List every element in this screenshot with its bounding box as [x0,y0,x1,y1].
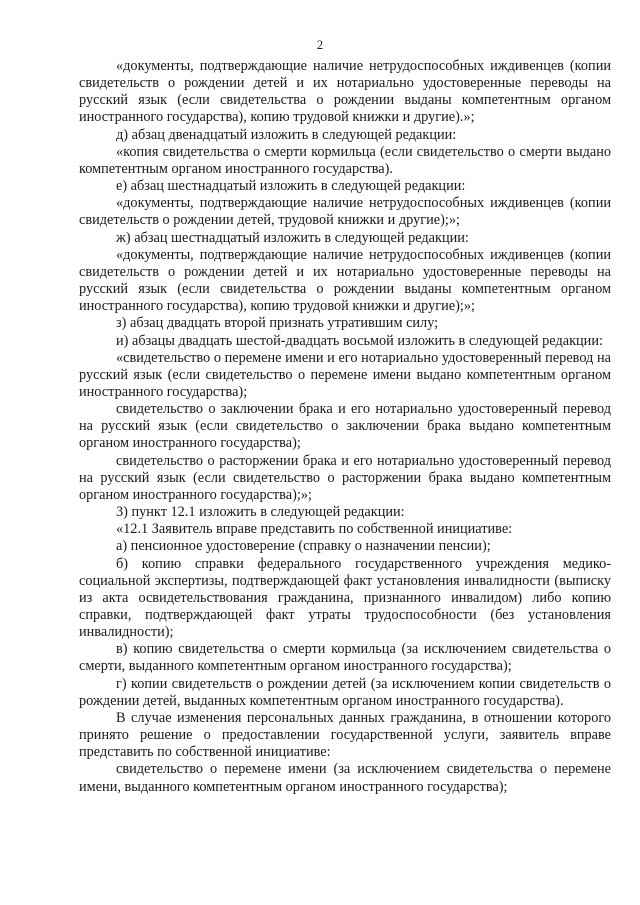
paragraph-divorce-certificate: свидетельство о расторжении брака и его нотариально удостоверенный перевод на русский язык (если свидетельство о расторжении брака выдано компетентным органом иностранного государства);»; [79,452,611,503]
paragraph-dependents-docs-short: «документы, подтверждающие наличие нетрудоспособных иждивенцев (копии свидетельств о рождении детей, трудовой книжки и другие);»; [79,195,611,229]
paragraph-name-change-exception: свидетельство о перемене имени (за исключением свидетельства о перемене имени, выданного компетентным органом иностранного государства); [79,761,611,795]
paragraph-subitem-v: в) копию свидетельства о смерти кормильца (за исключением свидетельства о смерти, выданного компетентным органом иностранного государства); [79,641,611,675]
page-number: 2 [316,38,324,52]
paragraph-name-change-certificate: «свидетельство о перемене имени и его нотариально удостоверенный перевод на русский язык (если свидетельство о перемене имени выдано компетентным органом иностранного государства); [79,349,611,400]
paragraph-subitem-a: а) пенсионное удостоверение (справку о назначении пенсии); [116,538,491,555]
paragraph-quote-dependents-docs: «документы, подтверждающие наличие нетрудоспособных иждивенцев (копии свидетельств о рождении детей и их нотариально удостоверенные переводы на русский язык (если свидетельства о рождении выданы компетентным органом иностранного государства), копию трудовой книжки и другие).»; [79,58,611,126]
paragraph-clause-12-1: «12.1 Заявитель вправе представить по собственной инициативе: [116,521,513,538]
paragraph-subitem-b: б) копию справки федерального государственного учреждения медико-социальной экспертизы, подтверждающей факт установления инвалидности (выписку из акта освидетельствования гражданина, признанного инвалидом) либо копию справки, подтверждающей факт утраты трудоспособности (без установления инвалидности); [79,555,611,641]
paragraph-item-zh: ж) абзац шестнадцатый изложить в следующей редакции: [116,229,469,246]
paragraph-item-3: 3) пункт 12.1 изложить в следующей редакции: [116,504,405,521]
paragraph-item-i: и) абзацы двадцать шестой-двадцать восьмой изложить в следующей редакции: [116,332,603,349]
paragraph-subitem-g: г) копии свидетельств о рождении детей (за исключением копии свидетельств о рождении детей, выданных компетентным органом иностранного государства). [79,675,611,709]
paragraph-dependents-docs-full: «документы, подтверждающие наличие нетрудоспособных иждивенцев (копии свидетельств о рождении детей и их нотариально удостоверенные переводы на русский язык (если свидетельства о рождении выданы компетентным органом иностранного государства), копию трудовой книжки и другие);»; [79,246,611,315]
paragraph-item-z: з) абзац двадцать второй признать утратившим силу; [116,315,439,332]
document-body [79,58,611,796]
paragraph-death-certificate-copy: «копия свидетельства о смерти кормильца (если свидетельство о смерти выдано компетентным органом иностранного государства). [79,143,611,177]
paragraph-item-e: е) абзац шестнадцатый изложить в следующей редакции: [116,178,466,195]
paragraph-personal-data-change: В случае изменения персональных данных гражданина, в отношении которого принято решение о предоставлении государственной услуги, заявитель вправе представить по собственной инициативе: [79,709,611,761]
paragraph-item-d: д) абзац двенадцатый изложить в следующей редакции: [116,126,457,143]
paragraph-marriage-certificate: свидетельство о заключении брака и его нотариально удостоверенный перевод на русский язык (если свидетельство о заключении брака выдано компетентным органом иностранного государства); [79,401,611,452]
